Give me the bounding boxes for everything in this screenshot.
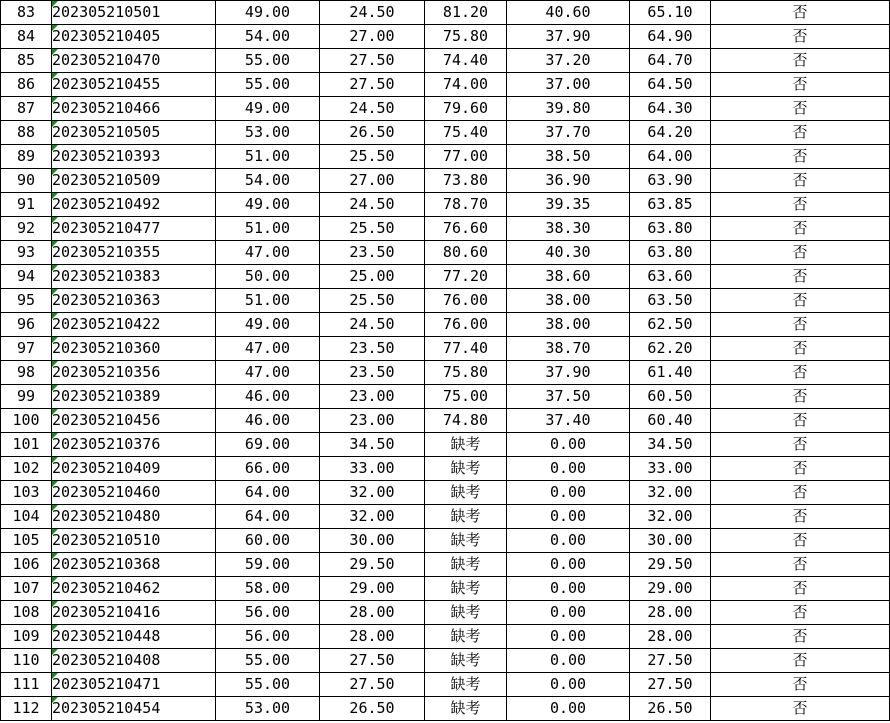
interview-score-cell[interactable]: 78.70: [425, 193, 507, 217]
row-number-cell[interactable]: 88: [1, 121, 52, 145]
candidate-id-cell[interactable]: 202305210477: [52, 217, 216, 241]
total-score-cell[interactable]: 64.90: [630, 25, 711, 49]
table-row: [1, 505, 890, 529]
table-row: [1, 457, 890, 481]
candidate-id-cell[interactable]: 202305210376: [52, 433, 216, 457]
written-weighted-cell[interactable]: 24.50: [320, 313, 425, 337]
candidate-id-cell[interactable]: 202305210492: [52, 193, 216, 217]
result-cell[interactable]: 否: [711, 313, 890, 337]
candidate-id-cell[interactable]: 202305210422: [52, 313, 216, 337]
candidate-id-cell[interactable]: 202305210383: [52, 265, 216, 289]
total-score-cell[interactable]: 65.10: [630, 1, 711, 25]
result-cell[interactable]: 否: [711, 649, 890, 673]
candidate-id-cell[interactable]: 202305210448: [52, 625, 216, 649]
table-row: [1, 577, 890, 601]
table-row: [1, 673, 890, 697]
written-weighted-cell[interactable]: 23.00: [320, 409, 425, 433]
table-row: [1, 25, 890, 49]
total-score-cell[interactable]: 28.00: [630, 625, 711, 649]
total-score-cell[interactable]: 63.50: [630, 289, 711, 313]
written-score-cell[interactable]: 53.00: [216, 697, 320, 721]
interview-weighted-cell[interactable]: 0.00: [507, 433, 630, 457]
interview-score-cell[interactable]: 81.20: [425, 1, 507, 25]
written-score-cell[interactable]: 51.00: [216, 217, 320, 241]
written-weighted-cell[interactable]: 24.50: [320, 1, 425, 25]
written-score-cell[interactable]: 56.00: [216, 601, 320, 625]
candidate-id-cell[interactable]: 202305210393: [52, 145, 216, 169]
interview-weighted-cell[interactable]: 0.00: [507, 481, 630, 505]
written-score-cell[interactable]: 66.00: [216, 457, 320, 481]
written-score-cell[interactable]: 64.00: [216, 505, 320, 529]
interview-score-cell[interactable]: 74.80: [425, 409, 507, 433]
interview-score-cell[interactable]: 缺考: [425, 457, 507, 481]
candidate-id-cell[interactable]: 202305210470: [52, 49, 216, 73]
written-weighted-cell[interactable]: 23.50: [320, 337, 425, 361]
candidate-id-cell[interactable]: 202305210408: [52, 649, 216, 673]
candidate-id-cell[interactable]: 202305210455: [52, 73, 216, 97]
row-number-cell[interactable]: 96: [1, 313, 52, 337]
candidate-id-cell[interactable]: 202305210466: [52, 97, 216, 121]
result-cell[interactable]: 否: [711, 241, 890, 265]
result-cell[interactable]: 否: [711, 697, 890, 721]
interview-weighted-cell[interactable]: 38.00: [507, 289, 630, 313]
written-score-cell[interactable]: 49.00: [216, 193, 320, 217]
candidate-id-cell[interactable]: 202305210405: [52, 25, 216, 49]
total-score-cell[interactable]: 28.00: [630, 601, 711, 625]
row-number-cell[interactable]: 105: [1, 529, 52, 553]
total-score-cell[interactable]: 29.50: [630, 553, 711, 577]
table-row: [1, 481, 890, 505]
table-row: [1, 217, 890, 241]
total-score-cell[interactable]: 33.00: [630, 457, 711, 481]
row-number-cell[interactable]: 110: [1, 649, 52, 673]
table-row: [1, 529, 890, 553]
table-row: [1, 145, 890, 169]
table-row: [1, 289, 890, 313]
candidate-id-cell[interactable]: 202305210389: [52, 385, 216, 409]
written-score-cell[interactable]: 56.00: [216, 625, 320, 649]
written-weighted-cell[interactable]: 27.50: [320, 673, 425, 697]
written-score-cell[interactable]: 49.00: [216, 313, 320, 337]
candidate-id-cell[interactable]: 202305210505: [52, 121, 216, 145]
candidate-id-cell[interactable]: 202305210501: [52, 1, 216, 25]
interview-score-cell[interactable]: 74.00: [425, 73, 507, 97]
interview-weighted-cell[interactable]: 0.00: [507, 529, 630, 553]
total-score-cell[interactable]: 63.80: [630, 217, 711, 241]
result-cell[interactable]: 否: [711, 49, 890, 73]
interview-score-cell[interactable]: 缺考: [425, 649, 507, 673]
table-row: [1, 361, 890, 385]
written-weighted-cell[interactable]: 25.00: [320, 265, 425, 289]
written-score-cell[interactable]: 46.00: [216, 385, 320, 409]
result-cell[interactable]: 否: [711, 505, 890, 529]
row-number-cell[interactable]: 107: [1, 577, 52, 601]
written-weighted-cell[interactable]: 24.50: [320, 193, 425, 217]
table-row: [1, 265, 890, 289]
candidate-id-cell[interactable]: 202305210368: [52, 553, 216, 577]
written-score-cell[interactable]: 49.00: [216, 1, 320, 25]
total-score-cell[interactable]: 64.50: [630, 73, 711, 97]
table-row: [1, 697, 890, 721]
interview-weighted-cell[interactable]: 37.70: [507, 121, 630, 145]
result-cell[interactable]: 否: [711, 553, 890, 577]
interview-weighted-cell[interactable]: 37.20: [507, 49, 630, 73]
written-weighted-cell[interactable]: 25.50: [320, 289, 425, 313]
interview-score-cell[interactable]: 75.40: [425, 121, 507, 145]
written-weighted-cell[interactable]: 27.00: [320, 25, 425, 49]
row-number-cell[interactable]: 102: [1, 457, 52, 481]
row-number-cell[interactable]: 89: [1, 145, 52, 169]
row-number-cell[interactable]: 101: [1, 433, 52, 457]
interview-score-cell[interactable]: 缺考: [425, 697, 507, 721]
interview-score-cell[interactable]: 缺考: [425, 433, 507, 457]
written-weighted-cell[interactable]: 26.50: [320, 121, 425, 145]
interview-score-cell[interactable]: 缺考: [425, 601, 507, 625]
candidate-id-cell[interactable]: 202305210409: [52, 457, 216, 481]
written-score-cell[interactable]: 55.00: [216, 673, 320, 697]
written-score-cell[interactable]: 55.00: [216, 73, 320, 97]
written-score-cell[interactable]: 46.00: [216, 409, 320, 433]
candidate-id-cell[interactable]: 202305210416: [52, 601, 216, 625]
written-weighted-cell[interactable]: 27.50: [320, 73, 425, 97]
written-score-cell[interactable]: 47.00: [216, 361, 320, 385]
result-cell[interactable]: 否: [711, 25, 890, 49]
table-row: [1, 625, 890, 649]
row-number-cell[interactable]: 93: [1, 241, 52, 265]
result-cell[interactable]: 否: [711, 337, 890, 361]
table-row: [1, 649, 890, 673]
row-number-cell[interactable]: 99: [1, 385, 52, 409]
written-weighted-cell[interactable]: 32.00: [320, 481, 425, 505]
row-number-cell[interactable]: 97: [1, 337, 52, 361]
total-score-cell[interactable]: 27.50: [630, 673, 711, 697]
row-number-cell[interactable]: 109: [1, 625, 52, 649]
interview-score-cell[interactable]: 77.20: [425, 265, 507, 289]
written-score-cell[interactable]: 47.00: [216, 241, 320, 265]
table-row: [1, 385, 890, 409]
total-score-cell[interactable]: 63.90: [630, 169, 711, 193]
table-row: [1, 169, 890, 193]
result-cell[interactable]: 否: [711, 121, 890, 145]
interview-weighted-cell[interactable]: 37.00: [507, 73, 630, 97]
interview-weighted-cell[interactable]: 37.90: [507, 361, 630, 385]
result-cell[interactable]: 否: [711, 1, 890, 25]
interview-score-cell[interactable]: 77.40: [425, 337, 507, 361]
interview-score-cell[interactable]: 75.80: [425, 25, 507, 49]
written-score-cell[interactable]: 59.00: [216, 553, 320, 577]
table-body: [1, 1, 890, 721]
table-row: [1, 601, 890, 625]
interview-score-cell[interactable]: 74.40: [425, 49, 507, 73]
row-number-cell[interactable]: 90: [1, 169, 52, 193]
result-cell[interactable]: 否: [711, 73, 890, 97]
candidate-id-cell[interactable]: 202305210462: [52, 577, 216, 601]
interview-score-cell[interactable]: 缺考: [425, 553, 507, 577]
total-score-cell[interactable]: 63.85: [630, 193, 711, 217]
total-score-cell[interactable]: 26.50: [630, 697, 711, 721]
total-score-cell[interactable]: 32.00: [630, 505, 711, 529]
written-weighted-cell[interactable]: 25.50: [320, 217, 425, 241]
row-number-cell[interactable]: 98: [1, 361, 52, 385]
total-score-cell[interactable]: 62.50: [630, 313, 711, 337]
row-number-cell[interactable]: 83: [1, 1, 52, 25]
interview-weighted-cell[interactable]: 0.00: [507, 625, 630, 649]
interview-weighted-cell[interactable]: 0.00: [507, 673, 630, 697]
row-number-cell[interactable]: 92: [1, 217, 52, 241]
table-row: [1, 121, 890, 145]
result-cell[interactable]: 否: [711, 433, 890, 457]
total-score-cell[interactable]: 64.00: [630, 145, 711, 169]
result-cell[interactable]: 否: [711, 361, 890, 385]
interview-weighted-cell[interactable]: 0.00: [507, 697, 630, 721]
written-weighted-cell[interactable]: 32.00: [320, 505, 425, 529]
row-number-cell[interactable]: 87: [1, 97, 52, 121]
written-weighted-cell[interactable]: 26.50: [320, 697, 425, 721]
written-weighted-cell[interactable]: 27.50: [320, 49, 425, 73]
interview-score-cell[interactable]: 76.00: [425, 313, 507, 337]
written-weighted-cell[interactable]: 34.50: [320, 433, 425, 457]
table-row: [1, 1, 890, 25]
written-weighted-cell[interactable]: 28.00: [320, 601, 425, 625]
interview-score-cell[interactable]: 缺考: [425, 673, 507, 697]
interview-weighted-cell[interactable]: 40.30: [507, 241, 630, 265]
table-row: [1, 241, 890, 265]
written-weighted-cell[interactable]: 27.50: [320, 649, 425, 673]
interview-weighted-cell[interactable]: 38.50: [507, 145, 630, 169]
table-row: [1, 337, 890, 361]
total-score-cell[interactable]: 34.50: [630, 433, 711, 457]
written-score-cell[interactable]: 54.00: [216, 25, 320, 49]
row-number-cell[interactable]: 108: [1, 601, 52, 625]
interview-score-cell[interactable]: 76.60: [425, 217, 507, 241]
written-score-cell[interactable]: 60.00: [216, 529, 320, 553]
total-score-cell[interactable]: 64.30: [630, 97, 711, 121]
interview-weighted-cell[interactable]: 0.00: [507, 649, 630, 673]
row-number-cell[interactable]: 100: [1, 409, 52, 433]
result-cell[interactable]: 否: [711, 457, 890, 481]
candidate-id-cell[interactable]: 202305210363: [52, 289, 216, 313]
interview-weighted-cell[interactable]: 38.60: [507, 265, 630, 289]
total-score-cell[interactable]: 64.20: [630, 121, 711, 145]
interview-score-cell[interactable]: 73.80: [425, 169, 507, 193]
interview-score-cell[interactable]: 缺考: [425, 577, 507, 601]
interview-weighted-cell[interactable]: 0.00: [507, 577, 630, 601]
written-score-cell[interactable]: 55.00: [216, 49, 320, 73]
result-cell[interactable]: 否: [711, 481, 890, 505]
written-weighted-cell[interactable]: 23.50: [320, 241, 425, 265]
written-score-cell[interactable]: 51.00: [216, 145, 320, 169]
result-cell[interactable]: 否: [711, 577, 890, 601]
table-row: [1, 553, 890, 577]
written-weighted-cell[interactable]: 30.00: [320, 529, 425, 553]
written-score-cell[interactable]: 49.00: [216, 97, 320, 121]
interview-weighted-cell[interactable]: 0.00: [507, 553, 630, 577]
candidate-id-cell[interactable]: 202305210454: [52, 697, 216, 721]
candidate-id-cell[interactable]: 202305210460: [52, 481, 216, 505]
row-number-cell[interactable]: 111: [1, 673, 52, 697]
written-score-cell[interactable]: 51.00: [216, 289, 320, 313]
table-row: [1, 313, 890, 337]
table-row: [1, 193, 890, 217]
interview-score-cell[interactable]: 79.60: [425, 97, 507, 121]
row-number-cell[interactable]: 91: [1, 193, 52, 217]
written-weighted-cell[interactable]: 33.00: [320, 457, 425, 481]
total-score-cell[interactable]: 30.00: [630, 529, 711, 553]
result-cell[interactable]: 否: [711, 217, 890, 241]
total-score-cell[interactable]: 63.80: [630, 241, 711, 265]
interview-weighted-cell[interactable]: 37.40: [507, 409, 630, 433]
row-number-cell[interactable]: 104: [1, 505, 52, 529]
interview-score-cell[interactable]: 缺考: [425, 481, 507, 505]
interview-score-cell[interactable]: 80.60: [425, 241, 507, 265]
result-cell[interactable]: 否: [711, 289, 890, 313]
interview-score-cell[interactable]: 75.00: [425, 385, 507, 409]
candidate-id-cell[interactable]: 202305210510: [52, 529, 216, 553]
row-number-cell[interactable]: 84: [1, 25, 52, 49]
written-score-cell[interactable]: 47.00: [216, 337, 320, 361]
interview-weighted-cell[interactable]: 38.70: [507, 337, 630, 361]
candidate-id-cell[interactable]: 202305210480: [52, 505, 216, 529]
written-score-cell[interactable]: 58.00: [216, 577, 320, 601]
result-cell[interactable]: 否: [711, 601, 890, 625]
interview-weighted-cell[interactable]: 39.35: [507, 193, 630, 217]
written-weighted-cell[interactable]: 29.00: [320, 577, 425, 601]
interview-weighted-cell[interactable]: 0.00: [507, 457, 630, 481]
table-row: [1, 409, 890, 433]
row-number-cell[interactable]: 85: [1, 49, 52, 73]
interview-score-cell[interactable]: 缺考: [425, 625, 507, 649]
interview-score-cell[interactable]: 76.00: [425, 289, 507, 313]
result-cell[interactable]: 否: [711, 673, 890, 697]
interview-weighted-cell[interactable]: 40.60: [507, 1, 630, 25]
row-number-cell[interactable]: 95: [1, 289, 52, 313]
row-number-cell[interactable]: 94: [1, 265, 52, 289]
written-score-cell[interactable]: 53.00: [216, 121, 320, 145]
written-weighted-cell[interactable]: 23.50: [320, 361, 425, 385]
total-score-cell[interactable]: 62.20: [630, 337, 711, 361]
total-score-cell[interactable]: 60.50: [630, 385, 711, 409]
total-score-cell[interactable]: 27.50: [630, 649, 711, 673]
total-score-cell[interactable]: 63.60: [630, 265, 711, 289]
interview-score-cell[interactable]: 缺考: [425, 529, 507, 553]
table-row: [1, 73, 890, 97]
row-number-cell[interactable]: 112: [1, 697, 52, 721]
interview-weighted-cell[interactable]: 38.30: [507, 217, 630, 241]
result-cell[interactable]: 否: [711, 409, 890, 433]
result-cell[interactable]: 否: [711, 145, 890, 169]
candidate-id-cell[interactable]: 202305210360: [52, 337, 216, 361]
row-number-cell[interactable]: 86: [1, 73, 52, 97]
result-cell[interactable]: 否: [711, 97, 890, 121]
written-weighted-cell[interactable]: 25.50: [320, 145, 425, 169]
written-weighted-cell[interactable]: 29.50: [320, 553, 425, 577]
written-score-cell[interactable]: 50.00: [216, 265, 320, 289]
result-cell[interactable]: 否: [711, 625, 890, 649]
written-score-cell[interactable]: 55.00: [216, 649, 320, 673]
candidate-id-cell[interactable]: 202305210471: [52, 673, 216, 697]
total-score-cell[interactable]: 29.00: [630, 577, 711, 601]
interview-weighted-cell[interactable]: 38.00: [507, 313, 630, 337]
interview-score-cell[interactable]: 75.80: [425, 361, 507, 385]
interview-weighted-cell[interactable]: 39.80: [507, 97, 630, 121]
interview-score-cell[interactable]: 缺考: [425, 505, 507, 529]
table-row: [1, 433, 890, 457]
candidate-id-cell[interactable]: 202305210456: [52, 409, 216, 433]
candidate-id-cell[interactable]: 202305210509: [52, 169, 216, 193]
result-cell[interactable]: 否: [711, 385, 890, 409]
written-weighted-cell[interactable]: 28.00: [320, 625, 425, 649]
interview-weighted-cell[interactable]: 0.00: [507, 601, 630, 625]
interview-weighted-cell[interactable]: 37.90: [507, 25, 630, 49]
total-score-cell[interactable]: 61.40: [630, 361, 711, 385]
result-cell[interactable]: 否: [711, 193, 890, 217]
interview-score-cell[interactable]: 77.00: [425, 145, 507, 169]
total-score-cell[interactable]: 60.40: [630, 409, 711, 433]
written-score-cell[interactable]: 54.00: [216, 169, 320, 193]
candidate-id-cell[interactable]: 202305210356: [52, 361, 216, 385]
written-score-cell[interactable]: 64.00: [216, 481, 320, 505]
written-weighted-cell[interactable]: 23.00: [320, 385, 425, 409]
interview-weighted-cell[interactable]: 37.50: [507, 385, 630, 409]
result-cell[interactable]: 否: [711, 169, 890, 193]
table-row: [1, 49, 890, 73]
interview-weighted-cell[interactable]: 0.00: [507, 505, 630, 529]
row-number-cell[interactable]: 103: [1, 481, 52, 505]
result-cell[interactable]: 否: [711, 265, 890, 289]
written-weighted-cell[interactable]: 27.00: [320, 169, 425, 193]
total-score-cell[interactable]: 64.70: [630, 49, 711, 73]
total-score-cell[interactable]: 32.00: [630, 481, 711, 505]
candidate-id-cell[interactable]: 202305210355: [52, 241, 216, 265]
row-number-cell[interactable]: 106: [1, 553, 52, 577]
result-cell[interactable]: 否: [711, 529, 890, 553]
table-row: [1, 97, 890, 121]
written-weighted-cell[interactable]: 24.50: [320, 97, 425, 121]
interview-weighted-cell[interactable]: 36.90: [507, 169, 630, 193]
written-score-cell[interactable]: 69.00: [216, 433, 320, 457]
